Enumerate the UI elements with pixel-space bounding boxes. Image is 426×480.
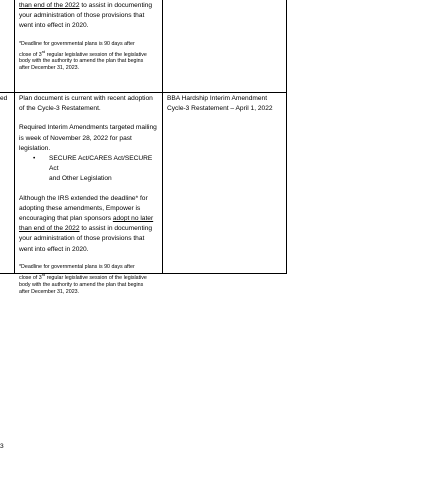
table-border-col2-col3 [162,0,163,273]
underlined-deadline-text: than end of the 2022 [19,2,80,9]
top-row-line-2: your administration of those provisions that [19,12,145,20]
status-line: Plan document is current with recent adoption [19,95,153,102]
underlined-text: than end of the 2022 [19,225,80,233]
top-row-line-3: went into effect in 2020. [19,22,89,30]
plan-document-status-cell [19,94,161,296]
deadline-paragraph-line: adopting these amendments, Empower is [19,204,141,212]
legislation-list [19,154,161,185]
footnote-line: body with the authority to amend the plan that begins [19,281,144,288]
main-row-footnote [19,264,161,296]
footnote-line: after December 31, 2023. [19,288,80,295]
footnote-line: close of 3rd regular legislative session of the legislative [19,271,147,281]
list-item-text: SECURE Act/CARES Act/SECURE Act [49,155,153,173]
underlined-text: adopt no later [112,215,154,223]
deadline-paragraph-line: Although the IRS extended the deadline* for [19,194,148,202]
deadline-paragraph-line: encouraging that plan sponsors adopt no later [19,215,154,223]
status-line: of the Cycle-3 Restatement. [19,105,101,113]
mailing-line: is week of November 28, 2022 for past [19,134,132,142]
footnote-line: body with the authority to amend the plan that begins [19,58,144,65]
bullet-icon: • [33,155,36,163]
top-row-footnote [19,41,161,73]
left-column-fragment: ed [0,95,8,102]
page-number-fragment: 3 [0,443,4,450]
deadline-paragraph-line: went into effect in 2020. [19,245,89,253]
row-divider [0,92,287,93]
table-border-left-col2 [14,0,15,273]
mailing-line: legislation. [19,144,51,152]
footnote-line: *Deadline for governmental plans is 90 days after [19,40,135,47]
top-row-line-1 [19,1,161,11]
top-row-deadline-cell [19,1,161,72]
legislation-list-item-cont [49,174,161,184]
footnote-line: close of 3rd regular legislative session of the legislative [19,48,147,58]
footnote-line: *Deadline for governmental plans is 90 days after [19,263,135,270]
deadline-paragraph-line: than end of the 2022 to assist in documenting [19,225,153,233]
legislation-list-item [33,154,161,174]
mailing-line: Required Interim Amendments targeted mailing [19,124,157,132]
amendment-line: Cycle-3 Restatement – April 1, 2022 [167,105,273,113]
deadline-paragraph-line: your administration of those provisions that [19,235,145,243]
table-border-right [286,0,287,273]
line-text: to assist in documenting [79,2,153,9]
footnote-line: after December 31, 2023. [19,65,80,72]
amendment-line: BBA Hardship Interim Amendment [167,95,268,102]
amendment-list-cell [167,94,285,114]
list-item-text: and Other Legislation [49,175,112,183]
